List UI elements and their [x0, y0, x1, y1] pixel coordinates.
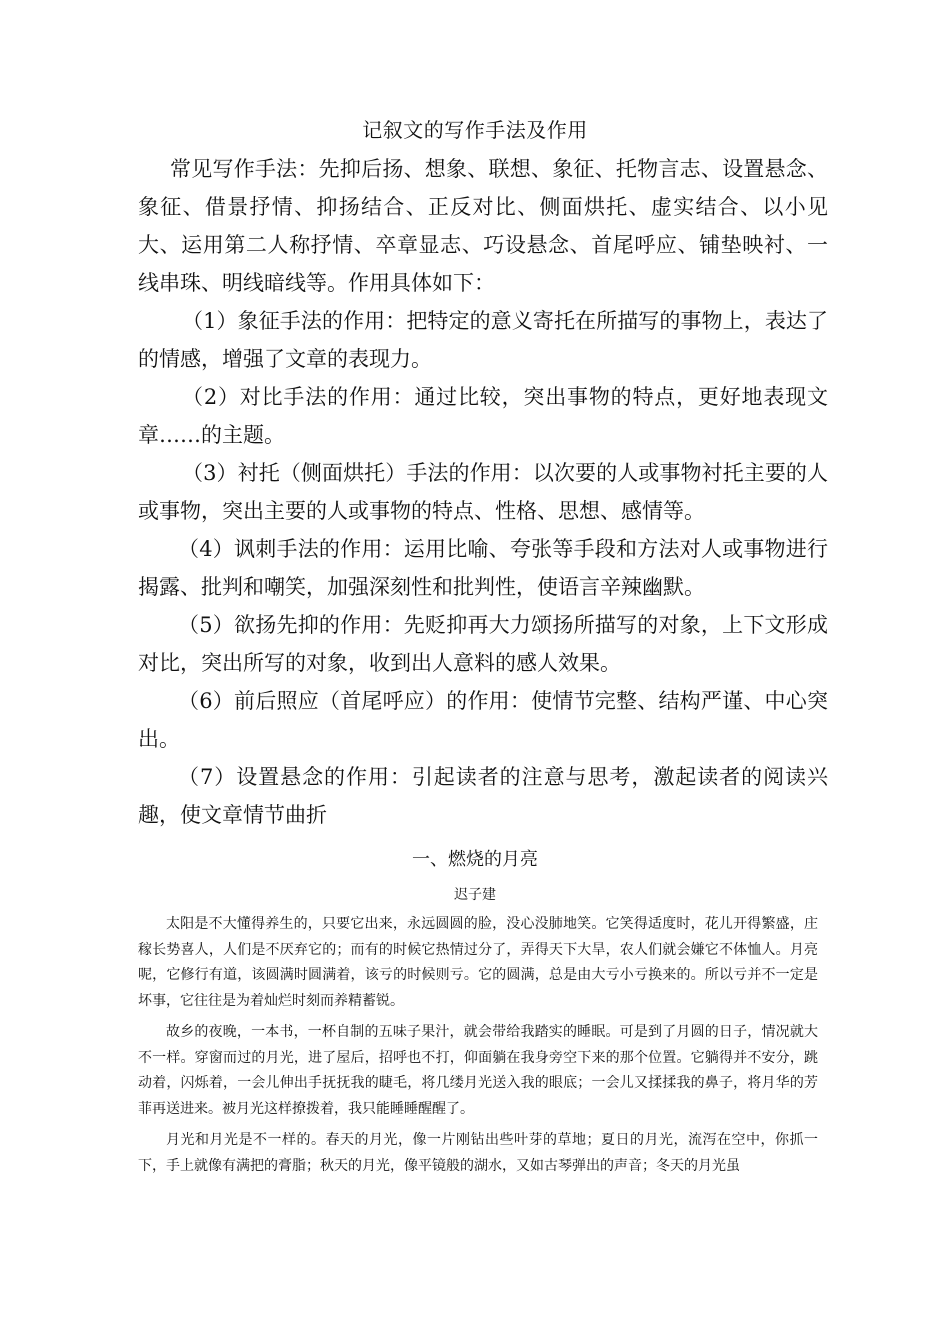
technique-item-6: （6）前后照应（首尾呼应）的作用：使情节完整、结构严谨、中心突出。 [138, 689, 828, 751]
story-body [138, 912, 818, 1185]
technique-item-5: （5）欲扬先抑的作用：先贬抑再大力颂扬所描写的对象，上下文形成对比，突出所写的对象，收到出人意料的感人效果。 [138, 613, 828, 675]
techniques-section [138, 150, 828, 834]
story-paragraph-3: 月光和月光是不一样的。春天的月光，像一片刚钻出些叶芽的草地；夏日的月光，流泻在空中，你抓一下，手上就像有满把的膏脂；秋天的月光，像平镜般的湖水，又如古琴弹出的声音；冬天的月光虽 [138, 1132, 818, 1174]
technique-item-7: （7）设置悬念的作用：引起读者的注意与思考，激起读者的阅读兴趣，使文章情节曲折 [138, 765, 828, 827]
story-paragraph-1: 太阳是不大懂得养生的，只要它出来，永远圆圆的脸，没心没肺地笑。它笑得适度时，花儿开得繁盛，庄稼长势喜人，人们是不厌弃它的；而有的时候它热情过分了，弄得天下大旱，农人们就会嫌它不体恤人。月亮呢，它修行有道，该圆满时圆满着，该亏的时候则亏。它的圆满，总是由大亏小亏换来的。所以亏并不一定是坏事，它往往是为着灿烂时刻而养精蓄锐。 [138, 916, 818, 1009]
document-title: 记叙文的写作手法及作用 [362, 118, 588, 142]
story-author: 迟子建 [454, 887, 496, 903]
story-paragraph-2: 故乡的夜晚，一本书，一杯自制的五味子果汁，就会带给我踏实的睡眠。可是到了月圆的日子，情况就大不一样。穿窗而过的月光，进了屋后，招呼也不打，仰面躺在我身旁空下来的那个位置。它躺得并不安分，跳动着，闪烁着，一会儿伸出手抚抚我的睫毛，将几缕月光送入我的眼底；一会儿又揉揉我的鼻子，将月华的芳菲再送进来。被月光这样撩拨着，我只能睡睡醒醒了。 [138, 1024, 818, 1117]
technique-item-4: （4）讽刺手法的作用：运用比喻、夸张等手段和方法对人或事物进行揭露、批判和嘲笑，加强深刻性和批判性，使语言辛辣幽默。 [138, 537, 828, 599]
story-title: 一、燃烧的月亮 [412, 849, 538, 870]
technique-item-1: （1）象征手法的作用：把特定的意义寄托在所描写的事物上，表达了的情感，增强了文章的表现力。 [138, 309, 828, 371]
intro-paragraph: 常见写作手法：先抑后扬、想象、联想、象征、托物言志、设置悬念、象征、借景抒情、抑扬结合、正反对比、侧面烘托、虚实结合、以小见大、运用第二人称抒情、卒章显志、巧设悬念、首尾呼应、铺垫映衬、一线串珠、明线暗线等。作用具体如下： [138, 157, 828, 295]
technique-item-3: （3）衬托（侧面烘托）手法的作用：以次要的人或事物衬托主要的人或事物，突出主要的人或事物的特点、性格、思想、感情等。 [138, 461, 828, 523]
technique-item-2: （2）对比手法的作用：通过比较，突出事物的特点，更好地表现文章……的主题。 [138, 385, 828, 447]
